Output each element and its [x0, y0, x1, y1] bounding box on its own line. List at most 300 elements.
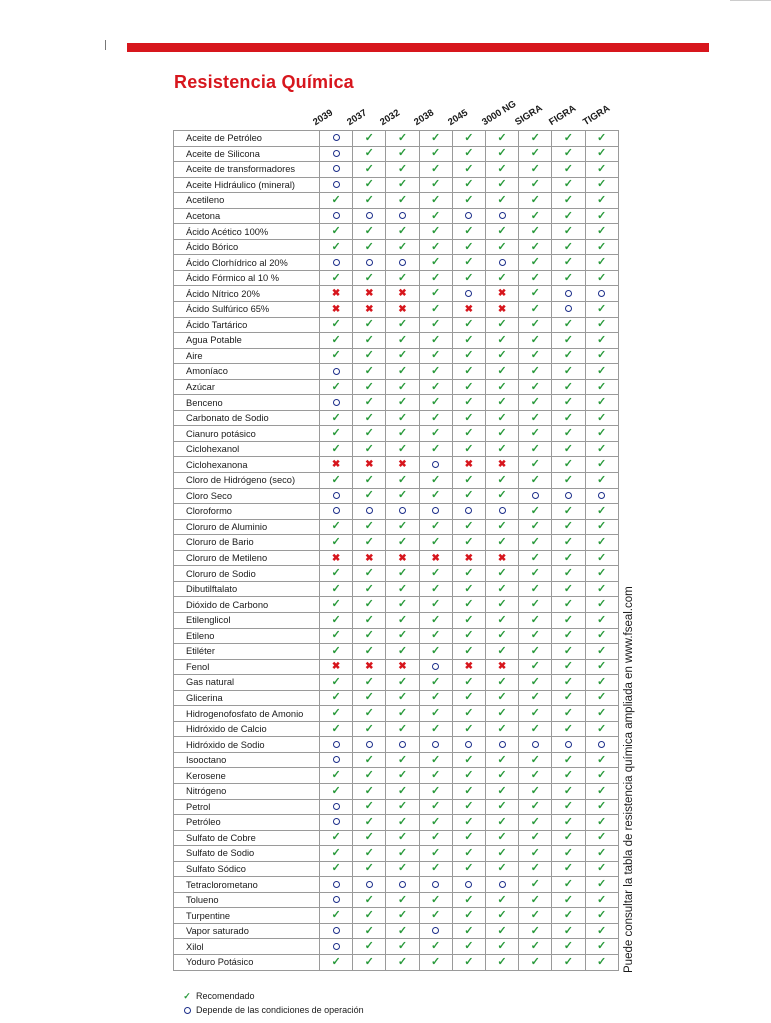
check-icon: ✓ [331, 846, 341, 859]
rating-cell [386, 628, 419, 644]
rating-cell [353, 488, 386, 504]
check-icon: ✓ [563, 473, 574, 486]
check-icon: ✓ [364, 753, 374, 766]
rating-cell [386, 519, 419, 535]
rating-cell [320, 939, 353, 955]
chemical-name: Vapor saturado [174, 923, 320, 939]
rating-cell [419, 473, 452, 489]
check-icon: ✓ [530, 598, 540, 611]
check-icon: ✓ [364, 380, 374, 393]
circle-icon [333, 741, 340, 748]
rating-cell [386, 426, 419, 442]
check-icon: ✓ [464, 178, 474, 191]
check-icon: ✓ [497, 769, 507, 782]
rating-cell [519, 426, 552, 442]
check-icon: ✓ [497, 784, 507, 797]
rating-cell [585, 846, 618, 862]
rating-cell [552, 768, 585, 784]
chemical-name: Sulfato de Sodio [174, 846, 320, 862]
check-icon: ✓ [596, 815, 607, 828]
chemical-name: Hidrogenofosfato de Amonio [174, 706, 320, 722]
check-icon: ✓ [596, 442, 607, 455]
rating-cell [386, 752, 419, 768]
chemical-name: Etilenglicol [174, 612, 320, 628]
check-icon: ✓ [364, 193, 374, 206]
rating-cell [585, 504, 618, 520]
column-header: FIGRA [547, 103, 578, 128]
check-icon: ✓ [397, 178, 408, 191]
check-icon: ✓ [563, 458, 574, 471]
table-row [174, 706, 619, 722]
rating-cell [386, 846, 419, 862]
chemical-name: Agua Potable [174, 333, 320, 349]
check-icon: ✓ [563, 396, 574, 409]
rating-cell [519, 302, 552, 318]
rating-cell [353, 146, 386, 162]
rating-cell [452, 768, 485, 784]
rating-cell [552, 457, 585, 473]
check-icon: ✓ [596, 800, 607, 813]
check-icon: ✓ [530, 256, 540, 269]
rating-cell [519, 333, 552, 349]
rating-cell [585, 364, 618, 380]
circle-icon [598, 290, 605, 297]
check-icon: ✓ [431, 784, 441, 797]
rating-cell [320, 410, 353, 426]
cross-icon: ✖ [398, 288, 407, 300]
rating-cell [452, 441, 485, 457]
check-icon: ✓ [596, 473, 607, 486]
rating-cell [452, 892, 485, 908]
chemical-name: Dibutilftalato [174, 581, 320, 597]
chemical-name: Turpentine [174, 908, 320, 924]
circle-icon [333, 368, 340, 375]
check-icon: ✓ [331, 318, 341, 331]
rating-cell [419, 441, 452, 457]
table-row [174, 193, 619, 209]
check-icon: ✓ [497, 567, 507, 580]
check-icon: ✓ [530, 722, 540, 735]
check-icon: ✓ [530, 520, 540, 533]
rating-cell [320, 193, 353, 209]
rating-cell [320, 473, 353, 489]
rating-cell [552, 208, 585, 224]
cross-icon: ✖ [365, 303, 374, 315]
rating-cell [485, 721, 518, 737]
rating-cell [519, 954, 552, 970]
check-icon: ✓ [331, 411, 341, 424]
table-row [174, 457, 619, 473]
rating-cell [452, 861, 485, 877]
check-icon: ✓ [431, 380, 441, 393]
check-icon: ✓ [464, 722, 474, 735]
check-icon: ✓ [497, 349, 507, 362]
check-icon: ✓ [364, 722, 374, 735]
rating-cell [386, 612, 419, 628]
rating-cell [353, 457, 386, 473]
rating-cell [519, 441, 552, 457]
check-icon: ✓ [331, 955, 341, 968]
check-icon: ✓ [530, 613, 540, 626]
rating-cell [585, 410, 618, 426]
table-row [174, 752, 619, 768]
check-icon: ✓ [397, 567, 408, 580]
table-row [174, 255, 619, 271]
check-icon: ✓ [563, 520, 574, 533]
check-icon: ✓ [431, 178, 441, 191]
check-icon: ✓ [497, 940, 507, 953]
check-icon: ✓ [563, 893, 574, 906]
check-icon: ✓ [464, 598, 474, 611]
rating-cell [353, 706, 386, 722]
check-icon: ✓ [431, 193, 441, 206]
rating-cell [552, 410, 585, 426]
rating-cell [353, 846, 386, 862]
chemical-name: Petrol [174, 799, 320, 815]
rating-cell [386, 333, 419, 349]
cross-icon: ✖ [497, 459, 507, 471]
rating-cell [485, 659, 518, 675]
check-icon: ✓ [397, 940, 408, 953]
check-icon: ✓ [397, 769, 408, 782]
rating-cell [353, 675, 386, 691]
check-icon: ✓ [497, 225, 507, 238]
check-icon: ✓ [464, 862, 474, 875]
check-icon: ✓ [530, 458, 540, 471]
check-icon: ✓ [364, 567, 374, 580]
rating-cell [320, 426, 353, 442]
check-icon: ✓ [596, 349, 607, 362]
rating-cell [452, 597, 485, 613]
rating-cell [386, 908, 419, 924]
check-icon: ✓ [397, 193, 408, 206]
rating-cell [485, 504, 518, 520]
rating-cell [552, 923, 585, 939]
rating-cell [519, 815, 552, 831]
check-icon: ✓ [364, 691, 374, 704]
check-icon: ✓ [530, 333, 540, 346]
rating-cell [452, 348, 485, 364]
rating-cell [320, 131, 353, 147]
circle-icon [399, 507, 406, 514]
rating-cell [353, 255, 386, 271]
table-row [174, 270, 619, 286]
chemical-name: Aceite Hidráulico (mineral) [174, 177, 320, 193]
rating-cell [485, 364, 518, 380]
page-edge-rule [730, 0, 771, 1]
check-icon: ✓ [364, 147, 374, 160]
rating-cell [552, 504, 585, 520]
rating-cell [419, 892, 452, 908]
rating-cell [485, 426, 518, 442]
check-icon: ✓ [364, 846, 374, 859]
circle-icon [333, 165, 340, 172]
check-icon: ✓ [596, 364, 607, 377]
rating-cell [519, 270, 552, 286]
rating-cell [585, 317, 618, 333]
check-icon: ✓ [364, 520, 374, 533]
chemical-name: Nitrógeno [174, 783, 320, 799]
check-icon: ✓ [364, 707, 374, 719]
check-icon: ✓ [364, 800, 374, 813]
circle-icon [399, 259, 406, 266]
rating-cell [452, 939, 485, 955]
rating-cell [485, 286, 518, 302]
rating-cell [585, 488, 618, 504]
rating-cell [452, 224, 485, 240]
rating-cell [485, 612, 518, 628]
chemical-name: Etiléter [174, 644, 320, 660]
rating-cell [552, 535, 585, 551]
check-icon: ✓ [596, 878, 607, 891]
rating-cell [419, 535, 452, 551]
cross-icon: ✖ [497, 303, 507, 315]
rating-cell [386, 131, 419, 147]
check-icon: ✓ [364, 396, 374, 409]
legend-item-depends [178, 1003, 364, 1017]
rating-cell [320, 659, 353, 675]
rating-cell [320, 519, 353, 535]
rating-cell [419, 504, 452, 520]
check-icon: ✓ [397, 520, 408, 533]
check-icon: ✓ [530, 318, 540, 331]
check-icon: ✓ [331, 707, 341, 719]
rating-cell [353, 550, 386, 566]
rating-cell [320, 457, 353, 473]
rating-cell [485, 706, 518, 722]
rating-cell [452, 270, 485, 286]
rating-cell [552, 395, 585, 411]
check-icon: ✓ [431, 162, 441, 175]
rating-cell [386, 768, 419, 784]
chemical-name: Ácido Tartárico [174, 317, 320, 333]
check-icon: ✓ [397, 396, 408, 409]
check-icon: ✓ [596, 691, 607, 704]
check-icon: ✓ [596, 753, 607, 766]
rating-cell [585, 286, 618, 302]
rating-cell [353, 597, 386, 613]
rating-cell [386, 270, 419, 286]
check-icon: ✓ [364, 629, 374, 642]
table-row [174, 721, 619, 737]
rating-cell [485, 846, 518, 862]
check-icon: ✓ [464, 411, 474, 424]
check-icon: ✓ [563, 629, 574, 642]
chemical-name: Aire [174, 348, 320, 364]
check-icon: ✓ [364, 349, 374, 362]
rating-cell [552, 379, 585, 395]
circle-icon [333, 803, 340, 810]
check-icon: ✓ [364, 831, 374, 844]
rating-cell [320, 597, 353, 613]
check-icon: ✓ [431, 769, 441, 782]
circle-icon [432, 507, 439, 514]
check-icon: ✓ [397, 225, 408, 238]
rating-cell [353, 659, 386, 675]
rating-cell [419, 861, 452, 877]
table-row [174, 550, 619, 566]
circle-icon [178, 1005, 196, 1015]
check-icon: ✓ [431, 364, 441, 377]
rating-cell [320, 379, 353, 395]
cross-icon: ✖ [398, 552, 407, 564]
check-icon: ✓ [563, 364, 574, 377]
table-row [174, 939, 619, 955]
rating-cell [452, 550, 485, 566]
check-icon: ✓ [563, 675, 574, 688]
check-icon: ✓ [497, 193, 507, 206]
rating-cell [386, 239, 419, 255]
check-icon: ✓ [364, 271, 374, 284]
check-icon: ✓ [530, 442, 540, 455]
rating-cell [452, 923, 485, 939]
check-icon: ✓ [431, 225, 441, 238]
rating-cell [585, 737, 618, 753]
rating-cell [552, 333, 585, 349]
circle-icon [465, 507, 472, 514]
rating-cell [519, 939, 552, 955]
rating-cell [419, 752, 452, 768]
rating-cell [419, 706, 452, 722]
rating-cell [552, 473, 585, 489]
rating-cell [585, 939, 618, 955]
table-row [174, 768, 619, 784]
check-icon: ✓ [431, 675, 441, 688]
check-icon: ✓ [596, 707, 607, 719]
rating-cell [419, 193, 452, 209]
rating-cell [585, 162, 618, 178]
check-icon: ✓ [497, 753, 507, 766]
cross-icon: ✖ [331, 459, 341, 471]
rating-cell [585, 892, 618, 908]
check-icon: ✓ [497, 427, 507, 440]
check-icon: ✓ [596, 551, 607, 564]
rating-cell [353, 908, 386, 924]
rating-cell [419, 954, 452, 970]
check-icon: ✓ [497, 489, 507, 502]
rating-cell [419, 519, 452, 535]
rating-cell [585, 690, 618, 706]
check-icon: ✓ [596, 256, 607, 269]
check-icon: ✓ [563, 504, 574, 517]
rating-cell [452, 954, 485, 970]
rating-cell [320, 612, 353, 628]
rating-cell [585, 877, 618, 893]
check-icon: ✓ [431, 349, 441, 362]
rating-cell [519, 395, 552, 411]
rating-cell [386, 193, 419, 209]
rating-cell [353, 721, 386, 737]
check-icon: ✓ [530, 707, 540, 719]
rating-cell [519, 628, 552, 644]
check-icon: ✓ [563, 707, 574, 719]
check-icon: ✓ [530, 955, 540, 968]
rating-cell [386, 830, 419, 846]
rating-cell [552, 877, 585, 893]
rating-cell [519, 286, 552, 302]
rating-cell [386, 675, 419, 691]
rating-cell [320, 954, 353, 970]
check-icon: ✓ [431, 613, 441, 626]
check-icon: ✓ [563, 147, 574, 160]
table-row [174, 923, 619, 939]
rating-cell [519, 255, 552, 271]
check-icon: ✓ [431, 629, 441, 642]
rating-cell [519, 193, 552, 209]
check-icon: ✓ [596, 318, 607, 331]
table-row [174, 302, 619, 318]
check-icon: ✓ [397, 442, 408, 455]
rating-cell [320, 846, 353, 862]
cross-icon: ✖ [497, 288, 507, 300]
rating-cell [419, 768, 452, 784]
rating-cell [320, 566, 353, 582]
check-icon: ✓ [464, 909, 474, 922]
check-icon: ✓ [596, 535, 607, 548]
rating-cell [485, 690, 518, 706]
chemical-name: Petróleo [174, 815, 320, 831]
circle-icon [565, 741, 572, 748]
rating-cell [485, 162, 518, 178]
check-icon: ✓ [431, 862, 441, 875]
rating-cell [419, 208, 452, 224]
rating-cell [585, 535, 618, 551]
check-icon: ✓ [596, 955, 607, 968]
check-icon: ✓ [431, 240, 441, 253]
check-icon: ✓ [431, 582, 441, 595]
check-icon: ✓ [331, 691, 341, 704]
rating-cell [452, 131, 485, 147]
check-icon: ✓ [596, 629, 607, 642]
rating-cell [452, 644, 485, 660]
rating-cell [519, 566, 552, 582]
check-icon: ✓ [596, 722, 607, 735]
circle-icon [366, 881, 373, 888]
check-icon: ✓ [431, 411, 441, 424]
column-headers [307, 96, 610, 130]
check-icon: ✓ [596, 831, 607, 844]
check-icon: ✓ [497, 240, 507, 253]
cross-icon: ✖ [331, 303, 341, 315]
rating-cell [386, 441, 419, 457]
column-header: 2032 [378, 107, 403, 128]
check-icon: ✓ [464, 753, 474, 766]
check-icon: ✓ [364, 613, 374, 626]
rating-cell [452, 612, 485, 628]
rating-cell [585, 255, 618, 271]
check-icon: ✓ [331, 629, 341, 642]
rating-cell [320, 504, 353, 520]
check-icon: ✓ [596, 131, 607, 144]
check-icon: ✓ [497, 411, 507, 424]
column-header: SIGRA [513, 102, 545, 128]
rating-cell [552, 302, 585, 318]
table-row [174, 908, 619, 924]
rating-cell [419, 286, 452, 302]
rating-cell [353, 799, 386, 815]
check-icon: ✓ [530, 396, 540, 409]
check-icon: ✓ [596, 225, 607, 238]
rating-cell [552, 644, 585, 660]
rating-cell [386, 488, 419, 504]
table-row [174, 628, 619, 644]
check-icon: ✓ [530, 427, 540, 440]
rating-cell [386, 208, 419, 224]
legend [178, 989, 364, 1017]
rating-cell [320, 892, 353, 908]
check-icon: ✓ [464, 240, 474, 253]
rating-cell [320, 488, 353, 504]
